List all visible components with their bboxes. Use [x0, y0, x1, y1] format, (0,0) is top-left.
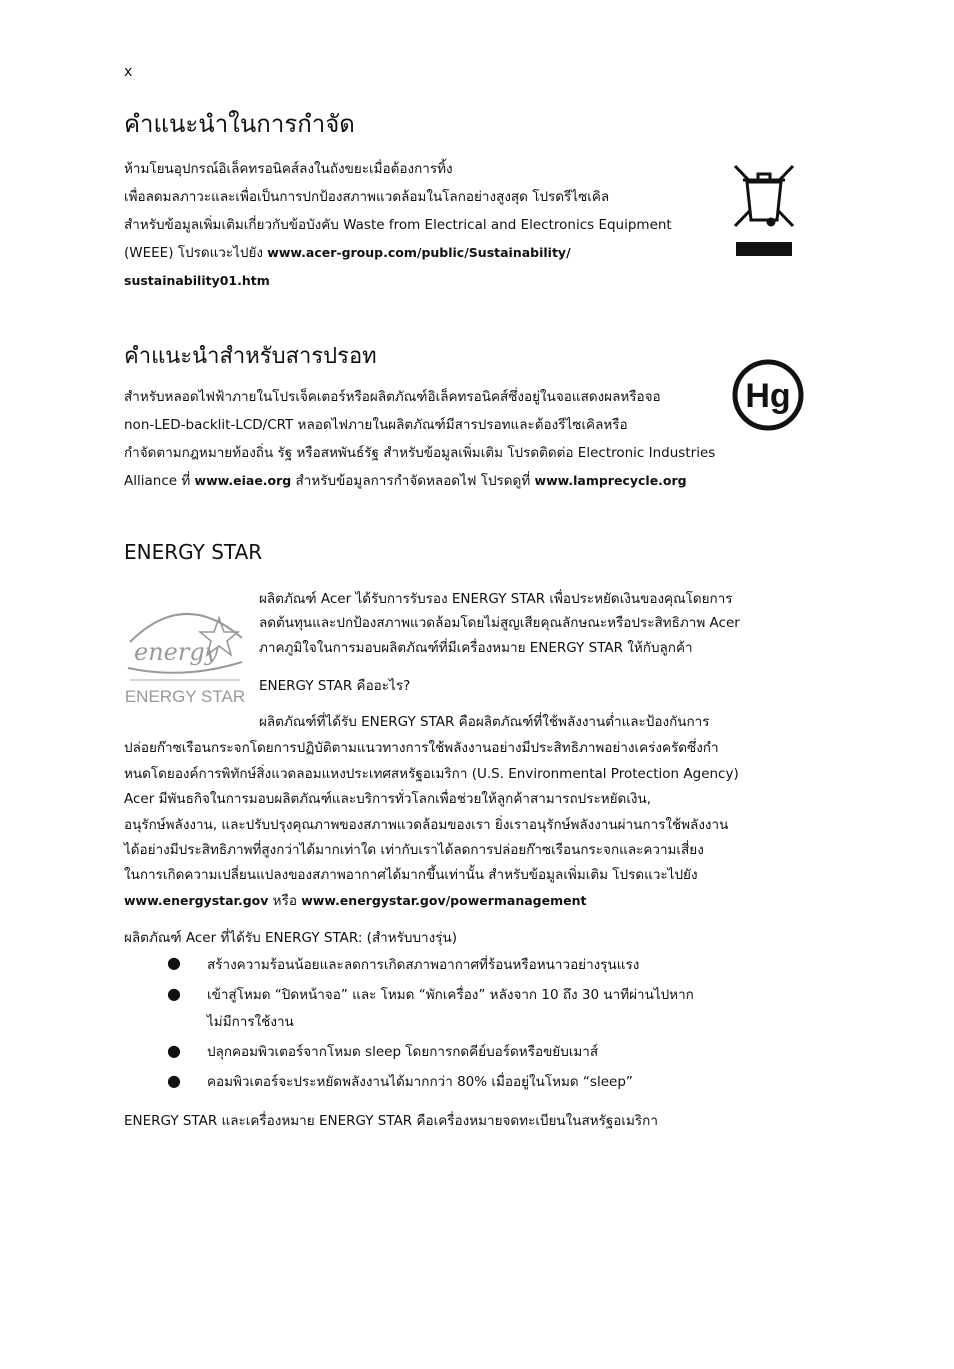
bullet-dot: ●	[167, 984, 181, 1003]
disposal-line-1: ห้ามโยนอุปกรณ์อิเล็คทรอนิคส์ลงในถังขยะเมื่อต้องการทิ้ง	[124, 161, 453, 177]
energy-links-line	[124, 892, 586, 910]
energy-star-logo	[124, 598, 246, 708]
bullet-dot: ●	[167, 1071, 181, 1090]
lamprecycle-link[interactable]: www.lamprecycle.org	[534, 473, 687, 488]
bullet-dot: ●	[167, 953, 181, 972]
mercury-line-4	[124, 472, 687, 490]
energy-script-text: energy	[134, 638, 219, 666]
energy-para-6: ได้อย่างมีประสิทธิภาพที่สูงกว่าได้มากเท่าใด เท่ากับเราได้ลดการปล่อยก๊าซเรือนกระจกและความเสี่ยง	[124, 842, 704, 858]
energy-intro-3: ภาคภูมิใจในการมอบผลิตภัณฑ์ที่มีเครื่องหมาย ENERGY STAR ให้กับลูกค้า	[259, 640, 693, 656]
weee-link-cont[interactable]: sustainability01.htm	[124, 273, 270, 288]
energy-intro-2: ลดต้นทุนและปกป้องสภาพแวดล้อมโดยไม่สูญเสียคุณลักษณะหรือประสิทธิภาพ Acer	[259, 615, 740, 631]
powermanagement-link[interactable]: www.energystar.gov/powermanagement	[301, 893, 587, 908]
weee-link[interactable]: www.acer-group.com/public/Sustainability/	[267, 245, 571, 260]
energy-question: ENERGY STAR คืออะไร?	[259, 678, 411, 694]
hg-label: Hg	[745, 377, 791, 415]
bullet-item-2-cont: ไม่มีการใช้งาน	[207, 1014, 294, 1030]
disposal-heading: คำแนะนำในการกำจัด	[124, 110, 355, 138]
links-or: หรือ	[268, 893, 302, 909]
disposal-line-4-text: (WEEE) โปรดแวะไปยัง	[124, 245, 268, 261]
bullet-item-4: คอมพิวเตอร์จะประหยัดพลังงานได้มากกว่า 80% เมื่ออยู่ในโหมด “sleep”	[207, 1074, 633, 1090]
bullet-item-2: เข้าสู่โหมด “ปิดหน้าจอ” และ โหมด “พักเครื่อง” หลังจาก 10 ถึง 30 นาทีผ่านไปหาก	[207, 987, 694, 1003]
weee-bin-icon	[731, 164, 797, 260]
bullet-dot: ●	[167, 1041, 181, 1060]
energy-para-1: ผลิตภัณฑ์ที่ได้รับ ENERGY STAR คือผลิตภัณฑ์ที่ใช้พลังงานต่ำและป้องกันการ	[259, 714, 710, 730]
mercury-heading: คำแนะนำสำหรับสารปรอท	[124, 344, 377, 369]
page-number: x	[124, 64, 133, 80]
energystar-link[interactable]: www.energystar.gov	[124, 893, 269, 908]
bullet-item-1: สร้างความร้อนน้อยและลดการเกิดสภาพอากาศที่ร้อนหรือหนาวอย่างรุนแรง	[207, 957, 640, 973]
energy-para-7: ในการเกิดความเปลี่ยนแปลงของสภาพอากาศได้มากขึ้นเท่านั้น สำหรับข้อมูลเพิ่มเติม โปรดแวะไปยัง	[124, 867, 698, 883]
disposal-line-4	[124, 244, 571, 262]
mercury-line-3: กำจัดตามกฎหมายท้องถิ่น รัฐ หรือสหพันธ์รัฐ สำหรับข้อมูลเพิ่มเติม โปรดติดต่อ Electronic Industries	[124, 445, 716, 461]
energy-intro-1: ผลิตภัณฑ์ Acer ได้รับการรับรอง ENERGY STAR เพื่อประหยัดเงินของคุณโดยการ	[259, 591, 733, 607]
mercury-line-2: non-LED-backlit-LCD/CRT หลอดไฟภายในผลิตภัณฑ์มีสารปรอทและต้องรีไซเคิลหรือ	[124, 417, 628, 433]
energy-para-2: ปล่อยก๊าซเรือนกระจกโดยการปฏิบัติตามแนวทางการใช้พลังงานอย่างมีประสิทธิภาพอย่างเคร่งครัดซึ่งกำ	[124, 740, 719, 756]
energy-heading: ENERGY STAR	[124, 540, 263, 564]
mercury-line-1: สำหรับหลอดไฟฟ้าภายในโปรเจ็คเตอร์หรือผลิตภัณฑ์อิเล็คทรอนิคส์ซึ่งอยู่ในจอแสดงผลหรือจอ	[124, 389, 661, 405]
energy-products-intro: ผลิตภัณฑ์ Acer ที่ได้รับ ENERGY STAR: (สำหรับบางรุ่น)	[124, 930, 457, 946]
energy-para-3: หนดโดยองค์การพิทักษ์สิ่งแวดลอมแหงประเทศสหรัฐอเมริกา (U.S. Environmental Protection Agency)	[124, 766, 739, 782]
eiae-link[interactable]: www.eiae.org	[194, 473, 292, 488]
energy-para-4: Acer มีพันธกิจในการมอบผลิตภัณฑ์และบริการทั่วโลกเพื่อช่วยให้ลูกค้าสามารถประหยัดเงิน,	[124, 791, 652, 807]
energy-para-5: อนุรักษ์พลังงาน, และปรับปรุงคุณภาพของสภาพแวดล้อมของเรา ยิ่งเราอนุรักษ์พลังงานผ่านการใช้พลังงาน	[124, 817, 729, 833]
mercury-hg-icon	[731, 358, 805, 432]
energy-trademark: ENERGY STAR และเครื่องหมาย ENERGY STAR คือเครื่องหมายจดทะเบียนในสหรัฐอเมริกา	[124, 1113, 658, 1129]
energy-logo-label: ENERGY STAR	[124, 687, 246, 706]
mercury-line-4-a: Alliance ที่	[124, 473, 195, 489]
mercury-line-4-b: สำหรับข้อมูลการกำจัดหลอดไฟ โปรดดูที่	[291, 473, 535, 489]
disposal-line-2: เพื่อลดมลภาวะและเพื่อเป็นการปกป้องสภาพแวดล้อมในโลกอย่างสูงสุด โปรดรีไซเคิล	[124, 189, 610, 205]
bullet-item-3: ปลุกคอมพิวเตอร์จากโหมด sleep โดยการกดคีย์บอร์ดหรือขยับเมาส์	[207, 1044, 599, 1060]
disposal-line-3: สำหรับข้อมูลเพิ่มเติมเกี่ยวกับข้อบังคับ Waste from Electrical and Electronics Equipment	[124, 217, 672, 233]
